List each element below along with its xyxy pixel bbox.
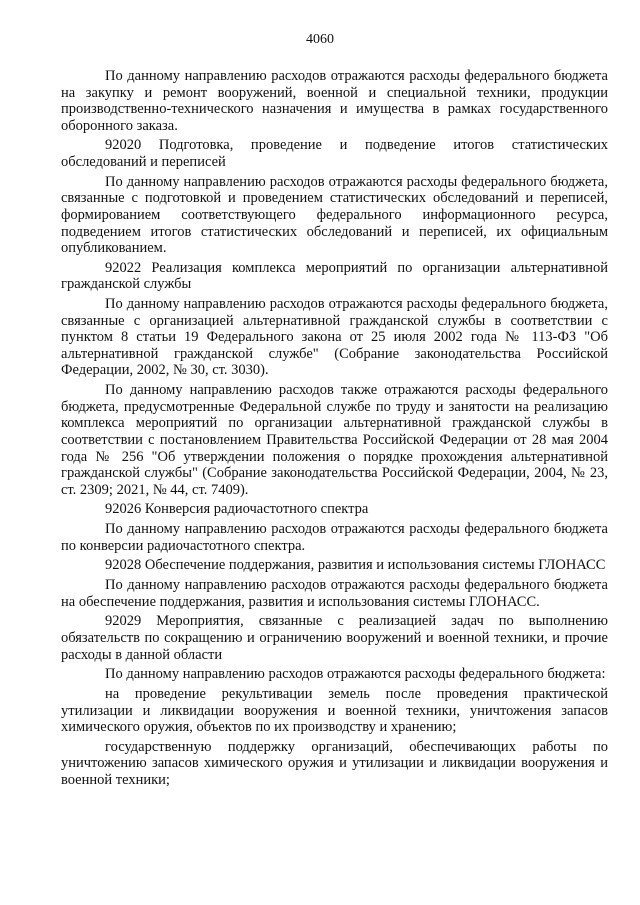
- page-number: 4060: [306, 32, 334, 47]
- paragraph-92029-item-recultivation: на проведение рекультивации земель после проведения практической утилизации и ликвидации вооружения и военной техники, уничтожения запасов химического оружия, объектов по их производству и хранению;: [61, 685, 608, 736]
- heading-92028: 92028 Обеспечение поддержания, развития и использования системы ГЛОНАСС: [105, 557, 606, 574]
- heading-92026: 92026 Конверсия радиочастотного спектра: [105, 501, 369, 518]
- paragraph-defense-order-expenses: По данному направлению расходов отражаются расходы федерального бюджета на закупку и ремонт вооружений, военной и специальной техники, продукции производственно-технического назначения и имущества в рамках государственного оборонного заказа.: [61, 68, 608, 134]
- heading-92022: 92022 Реализация комплекса мероприятий по организации альтернативной гражданской службы: [61, 259, 608, 293]
- heading-92020: 92020 Подготовка, проведение и подведение итогов статистических обследований и переписей: [61, 137, 608, 171]
- paragraph-92029-item-state-support: государственную поддержку организаций, обеспечивающих работы по уничтожению запасов химического оружия и утилизации и ликвидации вооружения и военной техники;: [61, 738, 608, 788]
- heading-92029: 92029 Мероприятия, связанные с реализацией задач по выполнению обязательств по сокращению и ограничению вооружений и военной техники, и прочие расходы в данной области: [61, 613, 608, 663]
- paragraph-92026-description: По данному направлению расходов отражаются расходы федерального бюджета по конверсии радиочастотного спектра.: [61, 521, 608, 554]
- paragraph-92022-additional: По данному направлению расходов также отражаются расходы федерального бюджета, предусмотренные Федеральной службе по труду и занятости на реализацию комплекса мероприятий по организации альтернативной гражданской службы в соответствии с постановлением Правительства Российской Федерации от 28 мая 2004 года № 256 "Об утверждении положения о порядке прохождения альтернативной гражданской службы" (Собрание законодательства Российской Федерации, 2004, № 23, ст. 2309; 2021, № 44, ст. 7409).: [61, 382, 608, 498]
- paragraph-92028-description: По данному направлению расходов отражаются расходы федерального бюджета на обеспечение поддержания, развития и использования системы ГЛОНАСС.: [61, 577, 608, 610]
- paragraph-92029-intro: По данному направлению расходов отражаются расходы федерального бюджета:: [105, 666, 606, 683]
- paragraph-92020-description: По данному направлению расходов отражаются расходы федерального бюджета, связанные с подготовкой и проведением статистических обследований и переписей, формированием соответствующего федерального информационного ресурса, подведением итогов статистических обследований и переписей, их официальным опубликованием.: [61, 173, 608, 257]
- document-body: [61, 68, 608, 792]
- paragraph-92022-description: По данному направлению расходов отражаются расходы федерального бюджета, связанные с организацией альтернативной гражданской службы в соответствии с пунктом 8 статьи 19 Федерального закона от 25 июля 2002 года № 113-ФЗ "Об альтернативной гражданской службе" (Собрание законодательства Российской Федерации, 2002, № 30, ст. 3030).: [61, 296, 608, 379]
